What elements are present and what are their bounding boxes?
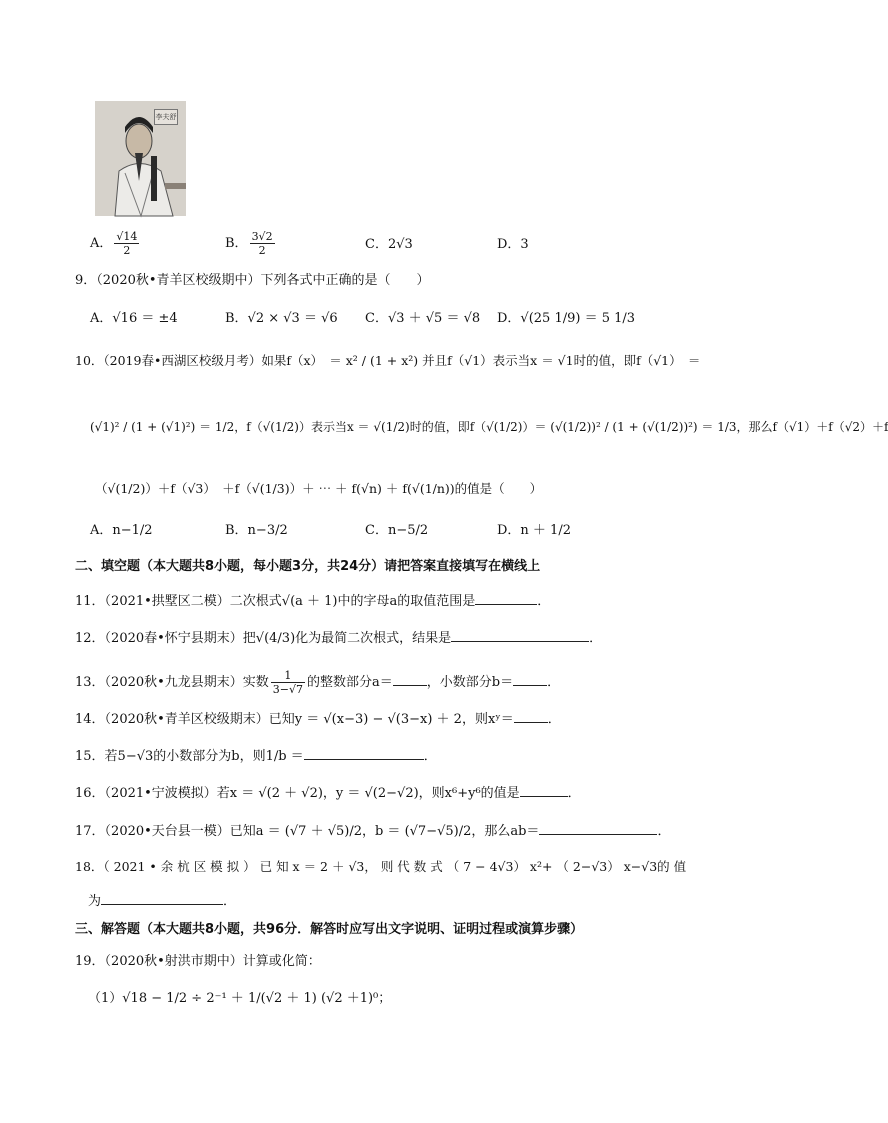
q12: 12．（2020春•怀宁县期末）把√(4/3)化为最简二次根式，结果是 ． — [75, 627, 602, 648]
q8-option-a: A． $\frac{√14}{2}$ — [90, 230, 138, 257]
q10-option-b: B．n−3/2 — [225, 523, 288, 538]
portrait-stamp: 李夫舒 — [154, 109, 178, 125]
q9-option-d: D．√(25 1/9) ＝ 5 1/3 — [497, 311, 636, 326]
q8-option-d: D．3 — [497, 237, 529, 252]
q8-option-c: C．2√3 — [365, 237, 413, 252]
q19-part1: （1）√18 − 1/2 ÷ 2⁻¹ ＋ 1/(√2 ＋ 1) (√2 ＋1)⁰； — [88, 991, 392, 1006]
q9-option-b: B．√2 × √3 ＝ √6 — [225, 311, 338, 326]
q10-line3: （√(1/2)）＋f（√3） ＋f（√(1/3)）＋ ⋯ ＋ f(√n) ＋ f(√(1/n))的值是（ ） — [95, 481, 543, 496]
q9-option-c: C．√3 ＋ √5 ＝ √8 — [365, 311, 481, 326]
q10-option-a: A．n−1/2 — [90, 523, 153, 538]
section-solve-heading: 三、解答题（本大题共8小题，共96分．解答时应写出文字说明、证明过程或演算步骤） — [75, 922, 584, 937]
q9-stem: 9．（2020秋•青羊区校级期中）下列各式中正确的是（ ） — [75, 273, 430, 288]
q11: 11．（2021•拱墅区二模）二次根式√(a ＋ 1)中的字母a的取值范围是 ． — [75, 590, 550, 611]
q9-option-a: A．√16 ＝ ±4 — [90, 311, 178, 326]
q18-line2: 为 ． — [88, 890, 236, 911]
q17: 17．（2020•天台县一模）已知a ＝ (√7 ＋ √5)/2，b ＝ (√7−√5)/2，那么ab＝ ． — [75, 820, 670, 841]
q19-stem: 19．（2020秋•射洪市期中）计算或化简： — [75, 954, 321, 969]
q8-option-b: B． $\frac{3√2}{2}$ — [225, 230, 273, 257]
q13: 13．（2020秋•九龙县期末）实数 $\frac{1}{3-√7}$ 的整数部分a＝ ，小数部分b＝ ． — [75, 669, 561, 696]
q14: 14．（2020秋•青羊区校级期末）已知y ＝ √(x−3) − √(3−x) ＋ 2，则xʸ＝ ． — [75, 708, 561, 729]
q10-option-d: D．n ＋ 1/2 — [497, 523, 571, 538]
q10-line1: 10．（2019春•西湖区校级月考）如果f（x） ＝ x² / (1 + x²) 并且f（√1）表示当x ＝ √1时的值，即f（√1） ＝ — [75, 353, 701, 368]
q10-line2: (√1)² / (1 + (√1)²) ＝ 1/2，f（√(1/2)）表示当x ＝ √(1/2)时的值，即f（√(1/2)）＝ (√(1/2))² / (1 + (√(1/2))²) ＝ 1/3，那么f（√1）＋f（√2）＋f — [90, 420, 888, 434]
portrait-image — [95, 101, 186, 216]
q10-option-c: C．n−5/2 — [365, 523, 429, 538]
q18-line1: 18．（ 2021 • 余 杭 区 模 拟 ） 已 知 x ＝ 2 ＋ √3， 则 代 数 式 （ 7 − 4√3） x²+ （ 2−√3） x−√3的 值 — [75, 859, 687, 874]
q16: 16．（2021•宁波模拟）若x ＝ √(2 ＋ √2)，y ＝ √(2−√2)，则x⁶+y⁶的值是 ． — [75, 782, 581, 803]
section-fill-in-heading: 二、填空题（本大题共8小题，每小题3分，共24分）请把答案直接填写在横线上 — [75, 559, 541, 574]
q15: 15．若5−√3的小数部分为b，则1/b ＝ ． — [75, 745, 437, 766]
